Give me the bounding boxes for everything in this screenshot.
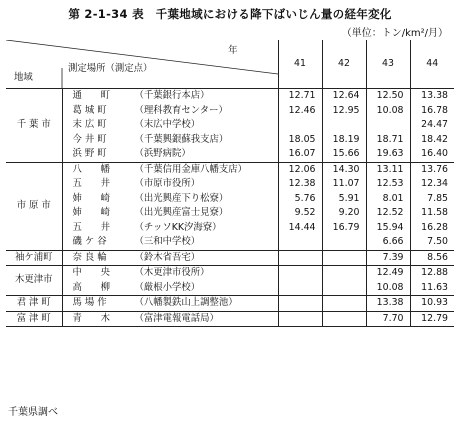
value-cell: 13.11 [366,162,410,177]
value-cell: 10.08 [366,281,410,296]
site-name: 中 央 [72,267,111,278]
site-cell [62,266,278,281]
value-cell: 7.85 [410,192,454,207]
site-name: 姉 崎 [72,192,111,204]
source-note: 千葉県調べ [8,407,58,418]
value-cell [278,311,322,327]
site-name: 葛 城 町 [72,104,107,116]
value-cell: 18.42 [410,133,454,148]
region-cell: 袖ケ浦町 [6,250,62,266]
table-row [6,89,454,104]
value-cell: 12.52 [366,206,410,221]
table-row [6,296,454,312]
table-row [6,162,454,177]
value-cell: 12.53 [366,177,410,192]
value-cell: 13.76 [410,162,454,177]
value-cell: 12.64 [322,89,366,104]
site-cell [62,221,278,236]
value-cell: 11.58 [410,206,454,221]
value-cell: 7.39 [366,250,410,266]
site-name: 姉 崎 [72,207,111,218]
value-cell: 16.40 [410,147,454,162]
site-name: 青 木 [72,312,111,324]
measurement-point: （八幡製鉄山上調整池） [134,297,238,308]
value-cell [366,118,410,133]
site-name: 八 幡 [72,163,111,175]
measurement-point: （鈴木省吾宅） [134,251,201,263]
table-row [6,133,454,148]
value-cell [322,311,366,327]
site-cell [62,89,278,104]
year-header: 44 [410,40,454,89]
table-row [6,221,454,236]
value-cell: 16.28 [410,221,454,236]
value-cell: 10.93 [410,296,454,312]
dust-fall-table [6,40,454,327]
value-cell: 12.34 [410,177,454,192]
value-cell: 9.52 [278,206,322,221]
table-row [6,147,454,162]
measurement-point: （三和中学校） [134,236,201,247]
site-name: 通 町 [72,90,111,101]
table-row [6,311,454,327]
value-cell [278,235,322,250]
value-cell: 15.94 [366,221,410,236]
value-cell: 19.63 [366,147,410,162]
value-cell: 7.70 [366,311,410,327]
site-name: 末 広 町 [72,119,107,130]
measurement-point: （出光興産下り松寮） [134,192,229,204]
value-cell: 5.76 [278,192,322,207]
site-cell [62,177,278,192]
site-cell [62,162,278,177]
region-cell: 君 津 町 [6,296,62,312]
year-header: 41 [278,40,322,89]
site-cell [62,133,278,148]
value-cell: 12.49 [366,266,410,281]
site-cell [62,235,278,250]
table-row [6,177,454,192]
value-cell: 14.30 [322,162,366,177]
header-site-label: 測定場所（測定点） [68,62,153,74]
value-cell: 12.38 [278,177,322,192]
measurement-point: （千葉信用金庫八幡支店） [134,163,248,175]
value-cell: 12.79 [410,311,454,327]
value-cell: 12.50 [366,89,410,104]
measurement-point: （木更津市役所） [134,267,210,278]
value-cell: 15.66 [322,147,366,162]
table-row [6,281,454,296]
value-cell [322,235,366,250]
site-cell [62,281,278,296]
region-cell: 千 葉 市 [6,89,62,163]
value-cell [322,281,366,296]
site-cell [62,250,278,266]
site-cell [62,192,278,207]
measurement-point: （千葉銀行本店） [134,90,210,101]
value-cell [322,296,366,312]
measurement-point: （出光興産富士見寮） [134,207,229,218]
table-row [6,206,454,221]
year-header: 43 [366,40,410,89]
site-cell [62,104,278,119]
unit-label: （単位：トン/km²/月） [341,28,448,39]
value-cell: 11.07 [322,177,366,192]
measurement-point: （富津電報電話局） [134,312,219,324]
value-cell: 16.78 [410,104,454,119]
header-diagonal-cell [6,40,278,89]
value-cell: 18.71 [366,133,410,148]
value-cell: 12.46 [278,104,322,119]
table-row [6,192,454,207]
value-cell: 14.44 [278,221,322,236]
measurement-point: （理科教育センター） [134,104,228,116]
site-name: 浜 野 町 [72,148,107,159]
value-cell: 8.56 [410,250,454,266]
site-name: 五 井 [72,178,111,189]
value-cell [278,118,322,133]
table-body [6,89,454,327]
measurement-point: （市原市役所） [134,178,201,189]
measurement-point: （厳根小学校） [134,281,201,293]
value-cell: 18.19 [322,133,366,148]
table-title: 第 2-1-34 表 千葉地域における降下ばいじん量の経年変化 [68,7,392,21]
table-row [6,235,454,250]
value-cell: 24.47 [410,118,454,133]
table-row [6,250,454,266]
table-row [6,266,454,281]
value-cell: 12.95 [322,104,366,119]
value-cell [322,250,366,266]
value-cell [278,250,322,266]
site-cell [62,311,278,327]
site-name: 五 井 [72,221,111,233]
site-cell [62,118,278,133]
value-cell [322,266,366,281]
value-cell: 16.79 [322,221,366,236]
table-row [6,104,454,119]
site-name: 磯 ケ 谷 [72,236,107,247]
site-name: 奈 良 輪 [72,251,107,263]
value-cell: 8.01 [366,192,410,207]
site-name: 今 井 町 [72,133,107,145]
measurement-point: （千葉興銀蘇我支店） [134,133,229,145]
value-cell: 11.63 [410,281,454,296]
value-cell: 12.71 [278,89,322,104]
value-cell: 12.06 [278,162,322,177]
value-cell [278,296,322,312]
site-cell [62,296,278,312]
region-cell: 富 津 町 [6,311,62,327]
value-cell [322,118,366,133]
measurement-point: （チッソKK汐海寮） [134,221,222,233]
header-year-label: 年 [228,45,238,56]
value-cell: 18.05 [278,133,322,148]
table-row [6,118,454,133]
year-header: 42 [322,40,366,89]
site-cell [62,206,278,221]
site-name: 馬 場 作 [72,297,107,308]
region-cell: 市 原 市 [6,162,62,250]
value-cell [278,281,322,296]
value-cell: 10.08 [366,104,410,119]
value-cell: 16.07 [278,147,322,162]
value-cell [278,266,322,281]
measurement-point: （末広中学校） [134,119,201,130]
value-cell: 6.66 [366,235,410,250]
value-cell: 13.38 [410,89,454,104]
value-cell: 12.88 [410,266,454,281]
measurement-point: （浜野病院） [134,148,191,159]
site-name: 高 柳 [72,281,111,293]
site-cell [62,147,278,162]
value-cell: 9.20 [322,206,366,221]
value-cell: 13.38 [366,296,410,312]
header-region-label: 地域 [14,71,33,83]
region-cell: 木更津市 [6,266,62,296]
value-cell: 5.91 [322,192,366,207]
value-cell: 7.50 [410,235,454,250]
